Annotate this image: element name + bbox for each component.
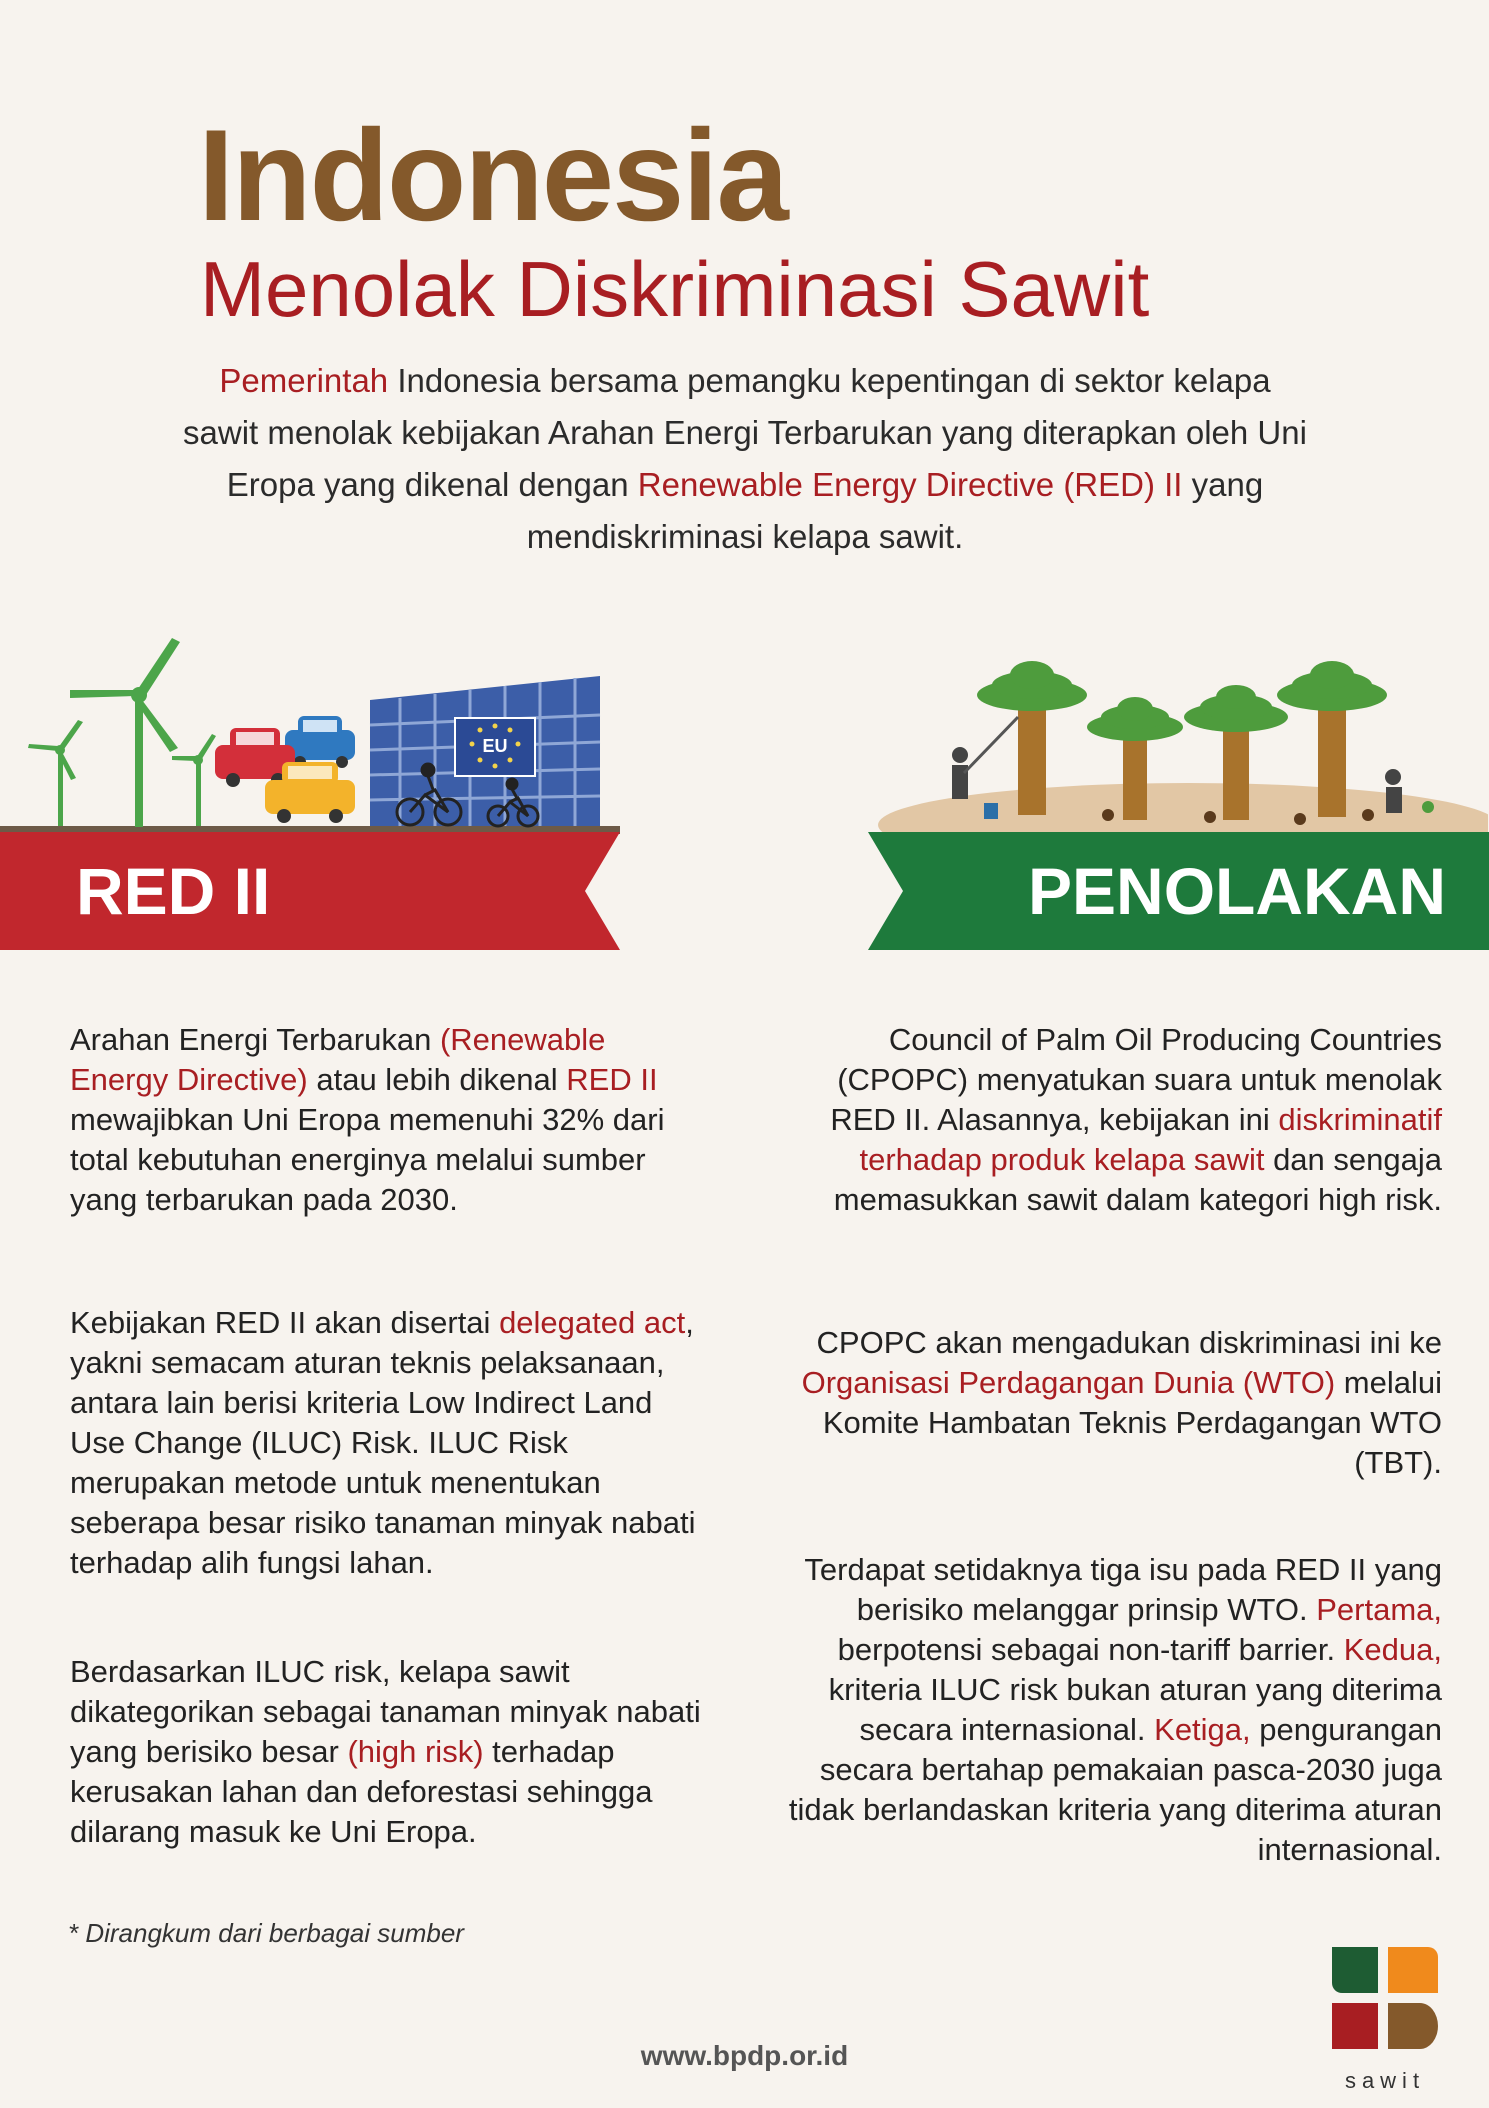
red-ii-illustration — [0, 620, 640, 840]
page-subtitle: Menolak Diskriminasi Sawit — [200, 245, 1150, 333]
penolakan-paragraph-3: Terdapat setidaknya tiga isu pada RED II yang berisiko melanggar prinsip WTO. Pertama, berpotensi sebagai non-tariff barrier. Kedua, kriteria ILUC risk bukan aturan yang diterima secara internasional. Ketiga, pengurangan secara bertahap pemakaian pasca-2030 juga tidak berlandaskan kriteria yang diterima aturan internasional. — [788, 1552, 1442, 1867]
penolakan-paragraph-2: CPOPC akan mengadukan diskriminasi ini ke Organisasi Perdagangan Dunia (WTO) melalui Komite Hambatan Teknis Perdagangan WTO (TBT). — [801, 1325, 1442, 1480]
red-ii-banner-label: RED II — [76, 854, 271, 928]
red-ii-paragraph-3: Berdasarkan ILUC risk, kelapa sawit dikategorikan sebagai tanaman minyak nabati yang berisiko besar (high risk) terhadap kerusakan lahan dan deforestasi sehingga dilarang masuk ke Uni Eropa. — [70, 1654, 701, 1849]
eu-building-icon — [370, 676, 600, 826]
logo-wordmark: sawit — [1344, 2068, 1426, 2093]
wind-turbine-small-icon — [172, 734, 216, 826]
eu-label: EU — [482, 736, 508, 756]
red-ii-paragraph-2: Kebijakan RED II akan disertai delegated act, yakni semacam aturan teknis pelaksanaan, antara lain berisi kriteria Low Indirect Land Use Change (ILUC) Risk. ILUC Risk merupakan metode untuk menentukan seberapa besar risiko tanaman minyak nabati terhadap alih fungsi lahan. — [70, 1305, 696, 1580]
intro-highlight: Pemerintah — [219, 362, 389, 399]
wind-turbine-icon — [70, 638, 180, 827]
page-title: Indonesia — [198, 102, 787, 248]
car-blue-icon — [285, 716, 355, 768]
wind-turbine-small-icon — [28, 720, 83, 826]
penolakan-paragraph-1: Council of Palm Oil Producing Countries (CPOPC) menyatukan suara untuk menolak RED II. Alasannya, kebijakan ini diskriminatif terhadap produk kelapa sawit dan sengaja memasukkan sawit dalam kategori high risk. — [830, 1022, 1442, 1217]
intro-text: yang mendiskriminasi kelapa sawit. — [526, 466, 1264, 555]
penolakan-banner-label: PENOLAKAN — [1028, 854, 1447, 928]
palm-plantation-illustration — [868, 655, 1488, 840]
intro-paragraph — [180, 355, 1310, 563]
red-ii-paragraph-1: Arahan Energi Terbarukan (Renewable Energy Directive) atau lebih dikenal RED II mewajibkan Uni Eropa memenuhi 32% dari total kebutuhan energinya melalui sumber yang terbarukan pada 2030. — [70, 1022, 665, 1217]
intro-highlight: Renewable Energy Directive (RED) II — [637, 466, 1183, 503]
website-url: www.bpdp.or.id — [640, 2040, 849, 2071]
source-note: * Dirangkum dari berbagai sumber — [68, 1918, 464, 1948]
sawit-logo-icon — [1330, 1945, 1440, 2075]
intro-text: Indonesia bersama pemangku kepentingan di sektor kelapa sawit menolak kebijakan Arahan Energi Terbarukan yang diterapkan oleh Uni Eropa yang dikenal dengan — [183, 362, 1307, 503]
